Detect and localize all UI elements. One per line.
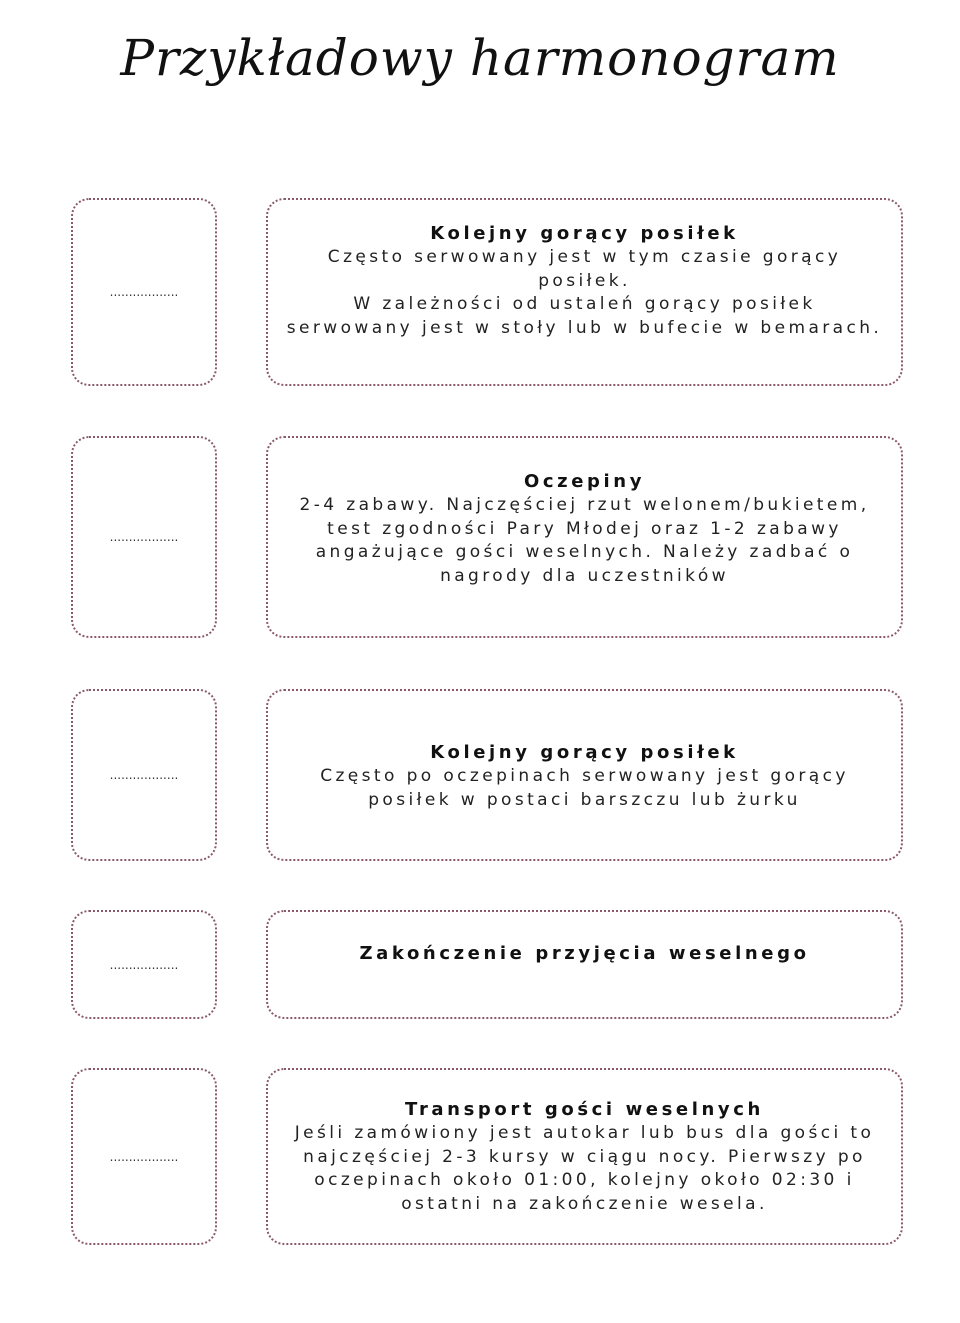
event-description-box [266,689,903,861]
event-description-box [266,198,903,386]
event-text: 2-4 zabawy. Najczęściej rzut welonem/bukietem, test zgodności Pary Młodej oraz 1-2 zabawy angażujące gości weselnych. Należy zadbać o nagrody dla uczestników [299,495,870,586]
event-description-box [266,1068,903,1245]
page-title: Przykładowy harmonogram [120,29,840,87]
schedule-entry [0,1068,960,1245]
schedule-entry [0,436,960,638]
time-slot-placeholder: .................. [109,1149,179,1164]
event-title: Transport gości weselnych [405,1099,764,1120]
time-slot-placeholder: .................. [109,285,179,299]
time-slot-box[interactable] [71,1068,217,1245]
time-slot-box[interactable] [71,689,217,861]
event-text: Często po oczepinach serwowany jest gorący posiłek w postaci barszczu lub żurku [320,766,849,810]
schedule-entry [0,198,960,386]
event-text: Jeśli zamówiony jest autokar lub bus dla gości to najczęściej 2-3 kursy w ciągu nocy. Pierwszy po oczepinach około 01:00, kolejny około 02:30 i ostatni na zakończenie wesela. [294,1123,875,1214]
event-description-box [266,910,903,1019]
event-title: Kolejny gorący posiłek [430,742,739,763]
event-description-box [266,436,903,638]
time-slot-box[interactable] [71,910,217,1019]
event-text: Często serwowany jest w tym czasie gorący posiłek. W zależności od ustaleń gorący posiłek serwowany jest w stoły lub w bufecie w bemarach. [286,247,883,338]
schedule-entry [0,910,960,1019]
event-title: Oczepiny [523,471,646,492]
time-slot-box[interactable] [71,198,217,386]
time-slot-placeholder: .................. [109,530,179,544]
time-slot-placeholder: .................. [109,768,179,782]
time-slot-box[interactable] [71,436,217,638]
schedule-entry [0,689,960,861]
time-slot-placeholder: .................. [109,957,179,972]
event-title: Zakończenie przyjęcia weselnego [359,943,810,964]
event-title: Kolejny gorący posiłek [430,223,739,244]
